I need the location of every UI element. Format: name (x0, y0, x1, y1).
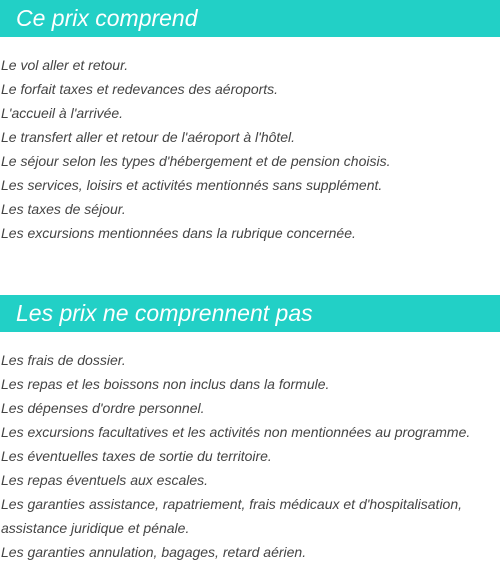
list-item: Les garanties annulation, bagages, retard aérien. (1, 544, 307, 560)
list-item: Les frais de dossier. (1, 352, 126, 368)
list-item: Les excursions facultatives et les activités non mentionnées au programme. (1, 424, 471, 440)
excluded-list (1, 348, 496, 564)
list-item: Le transfert aller et retour de l'aéroport à l'hôtel. (1, 129, 296, 145)
list-item: Les taxes de séjour. (1, 201, 126, 217)
list-item: Les dépenses d'ordre personnel. (1, 400, 205, 416)
list-item: Le forfait taxes et redevances des aéroports. (1, 81, 279, 97)
excluded-section-title: Les prix ne comprennent pas (16, 300, 313, 326)
excluded-section-header (0, 295, 500, 332)
included-section-header (0, 0, 500, 37)
list-item: Le vol aller et retour. (1, 57, 129, 73)
list-item: L'accueil à l'arrivée. (1, 105, 124, 121)
included-section-title: Ce prix comprend (16, 5, 198, 31)
list-item: assistance juridique et pénale. (1, 520, 190, 536)
included-list (1, 53, 496, 245)
list-item: Les excursions mentionnées dans la rubrique concernée. (1, 225, 356, 241)
list-item: Les services, loisirs et activités mentionnés sans supplément. (1, 177, 383, 193)
list-item: Les repas et les boissons non inclus dans la formule. (1, 376, 330, 392)
list-item: Le séjour selon les types d'hébergement et de pension choisis. (1, 153, 391, 169)
list-item: Les garanties assistance, rapatriement, frais médicaux et d'hospitalisation, (1, 496, 463, 512)
list-item: Les repas éventuels aux escales. (1, 472, 209, 488)
list-item: Les éventuelles taxes de sortie du territoire. (1, 448, 272, 464)
